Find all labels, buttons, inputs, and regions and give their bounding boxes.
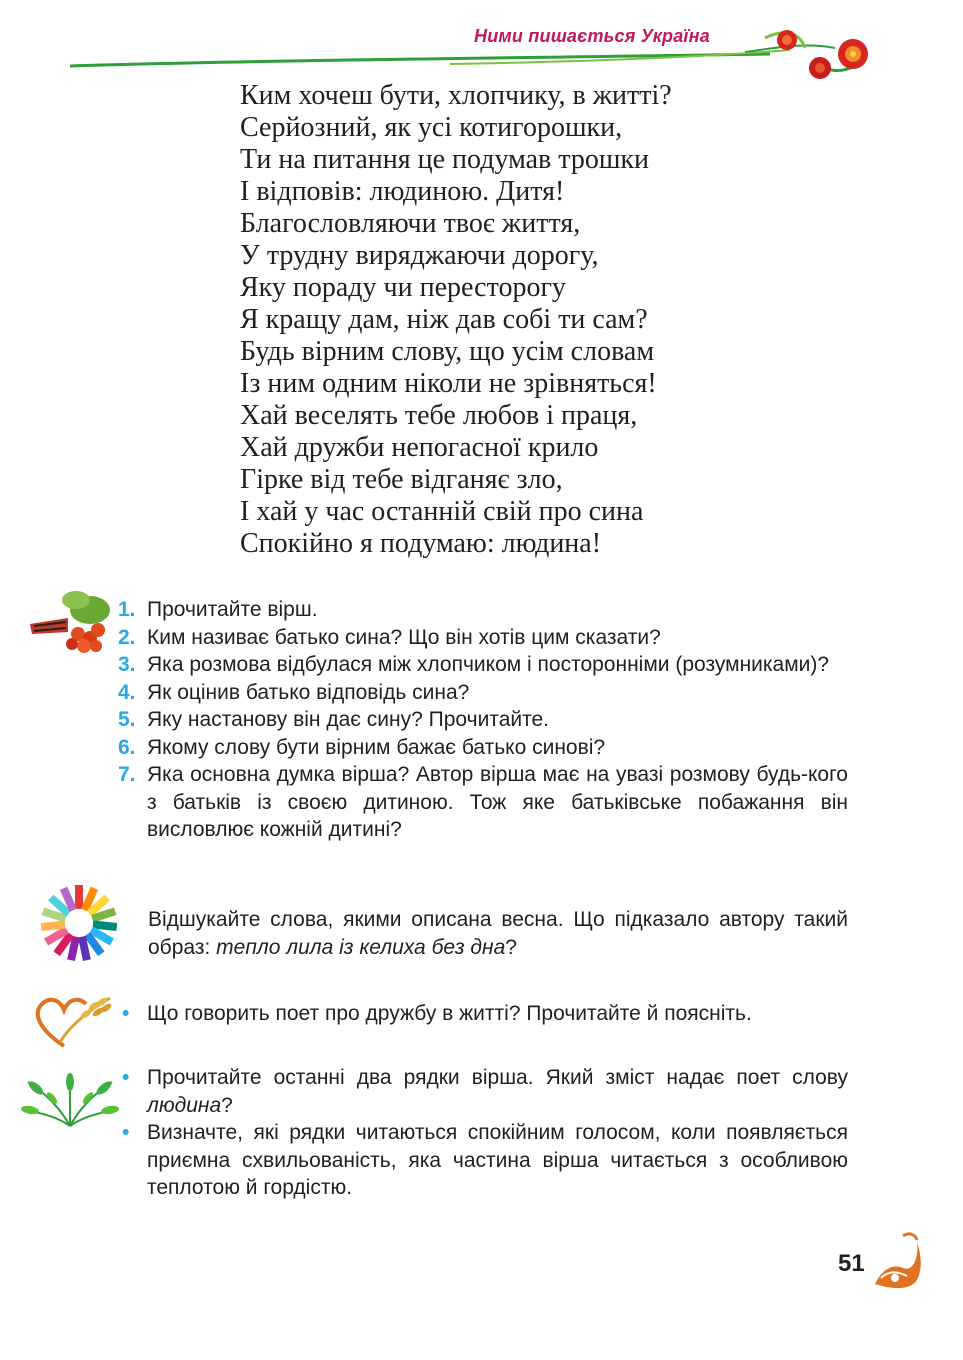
- poem-line: Із ним одним ніколи не зрівняться!: [240, 368, 657, 399]
- bullet: •: [122, 1066, 130, 1089]
- poem-line: Яку пораду чи пересторогу: [240, 272, 566, 303]
- question-number: 2.: [118, 625, 136, 649]
- poem-line: Благословляючи твоє життя,: [240, 208, 581, 239]
- task-last-text-main: Прочитайте останні два рядки вірша. Який зміст надає поет слову: [147, 1066, 848, 1089]
- question-item: [118, 706, 848, 734]
- question-item: [118, 624, 848, 652]
- poem-line: Серйозний, як усі котигорошки,: [240, 112, 623, 143]
- question-text: Як оцінив батько відповідь сина?: [147, 680, 470, 704]
- poem-line: Я кращу дам, ніж дав собі ти сам?: [240, 304, 648, 335]
- question-item: [118, 761, 848, 844]
- bullet: •: [122, 1121, 130, 1144]
- green-ears-icon: [20, 1068, 120, 1130]
- task-last-list: [118, 1064, 848, 1202]
- task-friendship: [118, 1000, 848, 1028]
- question-text: Яку настанову він дає сину? Прочитайте.: [147, 708, 549, 731]
- question-text: Ким називає батько сина? Що він хотів цим сказати?: [147, 625, 661, 649]
- ornament-icon: [873, 1228, 925, 1292]
- poem-line: Спокійно я подумаю: людина!: [240, 528, 602, 559]
- question-text: Прочитайте вірш.: [147, 598, 318, 621]
- task-spring-text: Відшукайте слова, якими описана весна. Що підказало автору такий образ:: [148, 908, 848, 959]
- task-spring-quote: тепло лила із келиха без дна: [216, 935, 506, 959]
- running-header-title: Ними пишається Україна: [474, 26, 710, 46]
- task-last-text: [147, 1064, 848, 1119]
- question-text: Якому слову бути вірним бажає батько синові?: [147, 735, 606, 759]
- poem-line: Будь вірним слову, що усім словам: [240, 336, 655, 367]
- question-number: 6.: [118, 735, 136, 759]
- poem-line: Ким хочеш бути, хлопчику, в житті?: [240, 80, 672, 111]
- poem-line: У трудну виряджаючи дорогу,: [240, 240, 599, 271]
- color-pencils-wheel-icon: [38, 882, 120, 964]
- task-last-text: Визначте, які рядки читаються спокійним голосом, коли появляється приємна схвильованість, яка частина вірша читається з особливою теплотою й гордістю.: [147, 1121, 848, 1199]
- poem-line: І хай у час останній свій про сина: [240, 496, 644, 527]
- poem: [240, 80, 840, 560]
- task-spring-end: ?: [505, 935, 517, 959]
- question-number: 4.: [118, 680, 136, 704]
- task-last-end: ?: [221, 1093, 233, 1117]
- question-item: [118, 734, 848, 762]
- poem-line: Ти на питання це подумав трошки: [240, 144, 649, 175]
- questions-list: [118, 596, 848, 844]
- poem-line: Хай веселять тебе любов і праця,: [240, 400, 638, 431]
- task-last-item: [118, 1119, 848, 1202]
- question-number: 3.: [118, 653, 136, 676]
- question-number: 1.: [118, 598, 136, 621]
- carnation-flowers-icon: [745, 18, 885, 88]
- poem-line: Гірке від тебе відганяє зло,: [240, 464, 563, 495]
- poem-line: І відповів: людиною. Дитя!: [240, 176, 565, 207]
- question-number: 5.: [118, 708, 136, 731]
- bullet: •: [122, 1002, 130, 1025]
- wheat-heart-icon: [30, 990, 116, 1052]
- question-item: [118, 651, 848, 679]
- viburnum-berries-icon: [28, 590, 114, 656]
- task-spring: [148, 906, 848, 961]
- question-number: 7.: [118, 763, 136, 786]
- question-item: [118, 679, 848, 707]
- poem-line: Хай дружби непогасної крило: [240, 432, 599, 463]
- question-item: [118, 596, 848, 624]
- task-last-word: людина: [147, 1093, 222, 1117]
- task-friendship-text: Що говорить поет про дружбу в житті? Прочитайте й поясніть.: [147, 1002, 752, 1025]
- question-text: Яка розмова відбулася між хлопчиком і посторонніми (розумниками)?: [147, 653, 830, 676]
- question-text: Яка основна думка вірша? Автор вірша має на увазі розмову будь-кого з батьків із своєю дитиною. Тож яке батьківське побажання він висловлює кожній дитині?: [147, 763, 848, 841]
- task-last-item: [118, 1064, 848, 1119]
- header-stem-line: [70, 40, 830, 80]
- page-number: 51: [838, 1250, 865, 1277]
